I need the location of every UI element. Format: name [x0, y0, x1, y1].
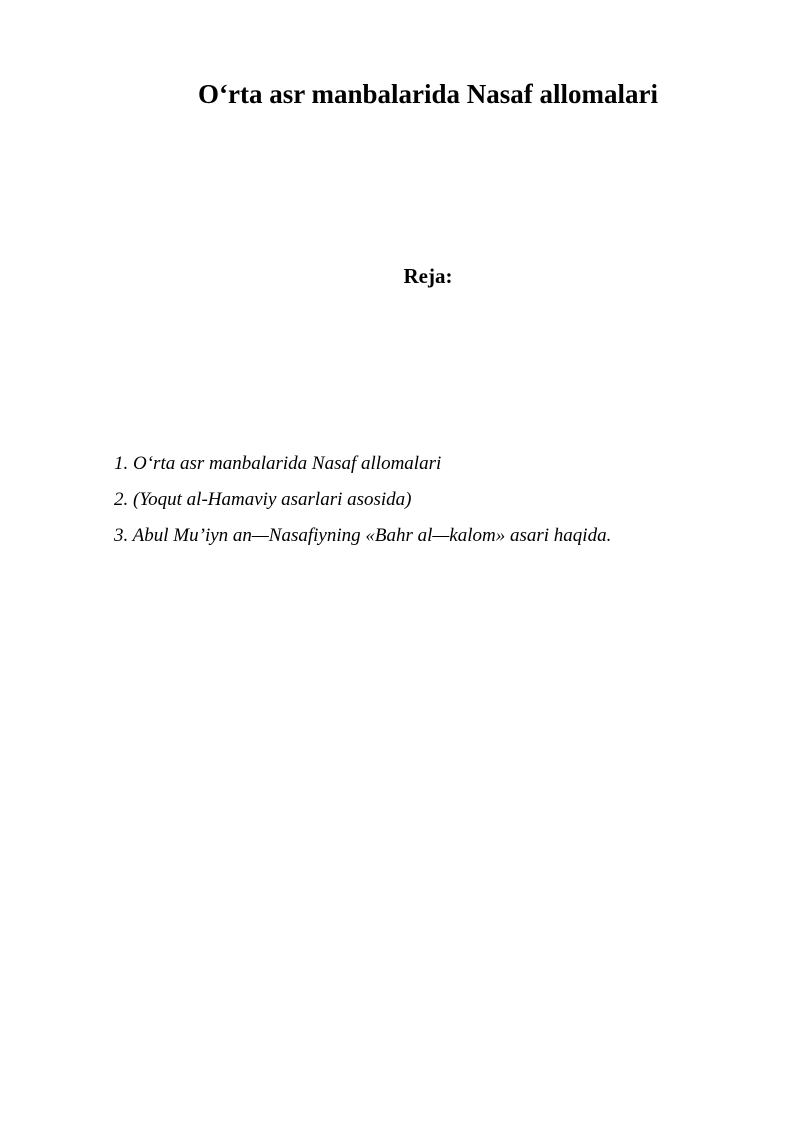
plan-list	[114, 452, 754, 560]
plan-heading: Reja:	[403, 264, 453, 288]
plan-item: 2. (Yoqut al-Hamaviy asarlari asosida)	[114, 489, 412, 510]
plan-item: 1. O‘rta asr manbalarida Nasaf allomalari	[114, 453, 442, 474]
plan-item: 3. Abul Mu’iyn an—Nasafiyning «Bahr al—kalom» asari haqida.	[114, 525, 612, 546]
document-title: O‘rta asr manbalarida Nasaf allomalari	[198, 79, 658, 109]
